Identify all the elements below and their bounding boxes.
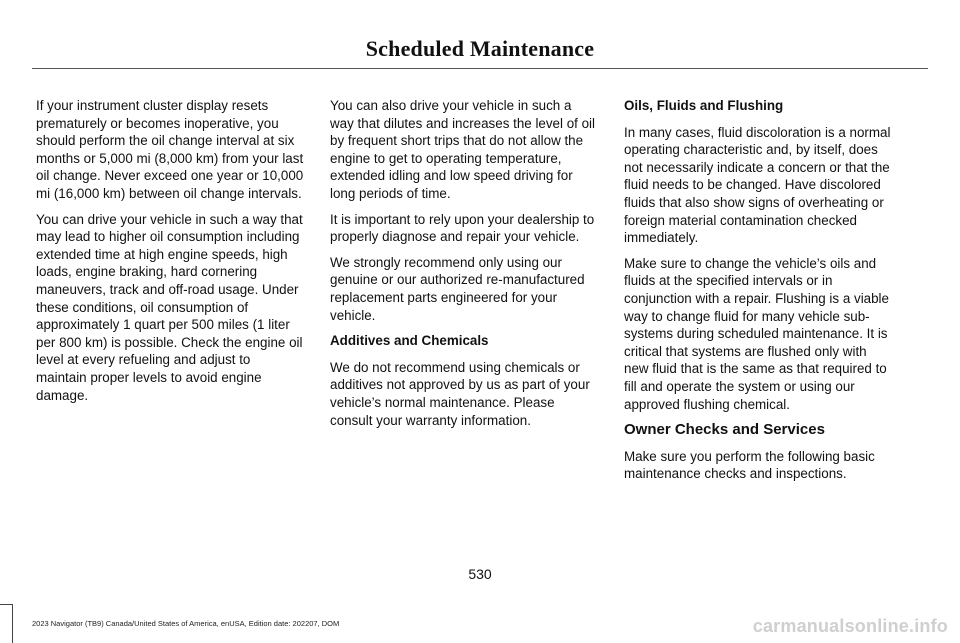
crop-mark-left-vertical (12, 604, 13, 643)
edition-footer: 2023 Navigator (TB9) Canada/United States of America, enUSA, Edition date: 202207, DOM (32, 619, 340, 628)
page-number: 530 (468, 566, 492, 582)
paragraph: You can also drive your vehicle in such a way that dilutes and increases the level of oil by frequent short trips that do not allow the engine to get to operating temperature, extended idling and low speed driving for long periods of time. (330, 98, 595, 201)
section-heading: Additives and Chemicals (330, 333, 489, 349)
text-column-2 (330, 97, 598, 437)
paragraph: We strongly recommend only using our genuine or our authorized re-manufactured replacement parts engineered for your vehicle. (330, 254, 585, 323)
crop-mark-left-horizontal (0, 604, 13, 605)
page-title: Scheduled Maintenance (365, 36, 595, 61)
paragraph: If your instrument cluster display resets prematurely or becomes inoperative, you should perform the oil change interval at six months or 5,000 mi (8,000 km) from your last oil change. Never exceed one year or 10,000 mi (16,000 km) between oil change intervals. (36, 98, 304, 201)
paragraph: You can drive your vehicle in such a way that may lead to higher oil consumption including extended time at high engine speeds, high loads, engine braking, hard cornering maneuvers, track and off-road usage. Under these conditions, oil consumption of approximately 1 quart per 500 miles (1 liter per 800 km) is possible. Check the engine oil level at every refueling and adjust to maintain proper levels to avoid engine damage. (36, 211, 303, 403)
text-column-1 (36, 97, 304, 412)
section-heading: Oils, Fluids and Flushing (624, 98, 784, 113)
paragraph: Make sure you perform the following basic maintenance checks and inspections. (624, 448, 875, 482)
paragraph: It is important to rely upon your dealership to properly diagnose and repair your vehicle. (330, 211, 595, 245)
text-column-3 (624, 97, 892, 491)
watermark-logo: carmanualsonline.info (752, 616, 948, 636)
header-divider (32, 68, 928, 69)
section-heading: Owner Checks and Services (624, 421, 825, 439)
paragraph: Make sure to change the vehicle’s oils and fluids at the specified intervals or in conjunction with a repair. Flushing is a viable way to change fluid for many vehicle sub-systems during scheduled maintenance. It is critical that systems are flushed only with new fluid that is the same as that required to fill and operate the system or using our approved flushing chemical. (624, 255, 889, 412)
paragraph: We do not recommend using chemicals or additives not approved by us as part of your vehicle’s normal maintenance. Please consult your warranty information. (330, 359, 590, 428)
paragraph: In many cases, fluid discoloration is a normal operating characteristic and, by itself, does not necessarily indicate a concern or that the fluid needs to be changed. Have discolored fluids that also show signs of overheating or foreign material contamination checked immediately. (624, 124, 891, 246)
